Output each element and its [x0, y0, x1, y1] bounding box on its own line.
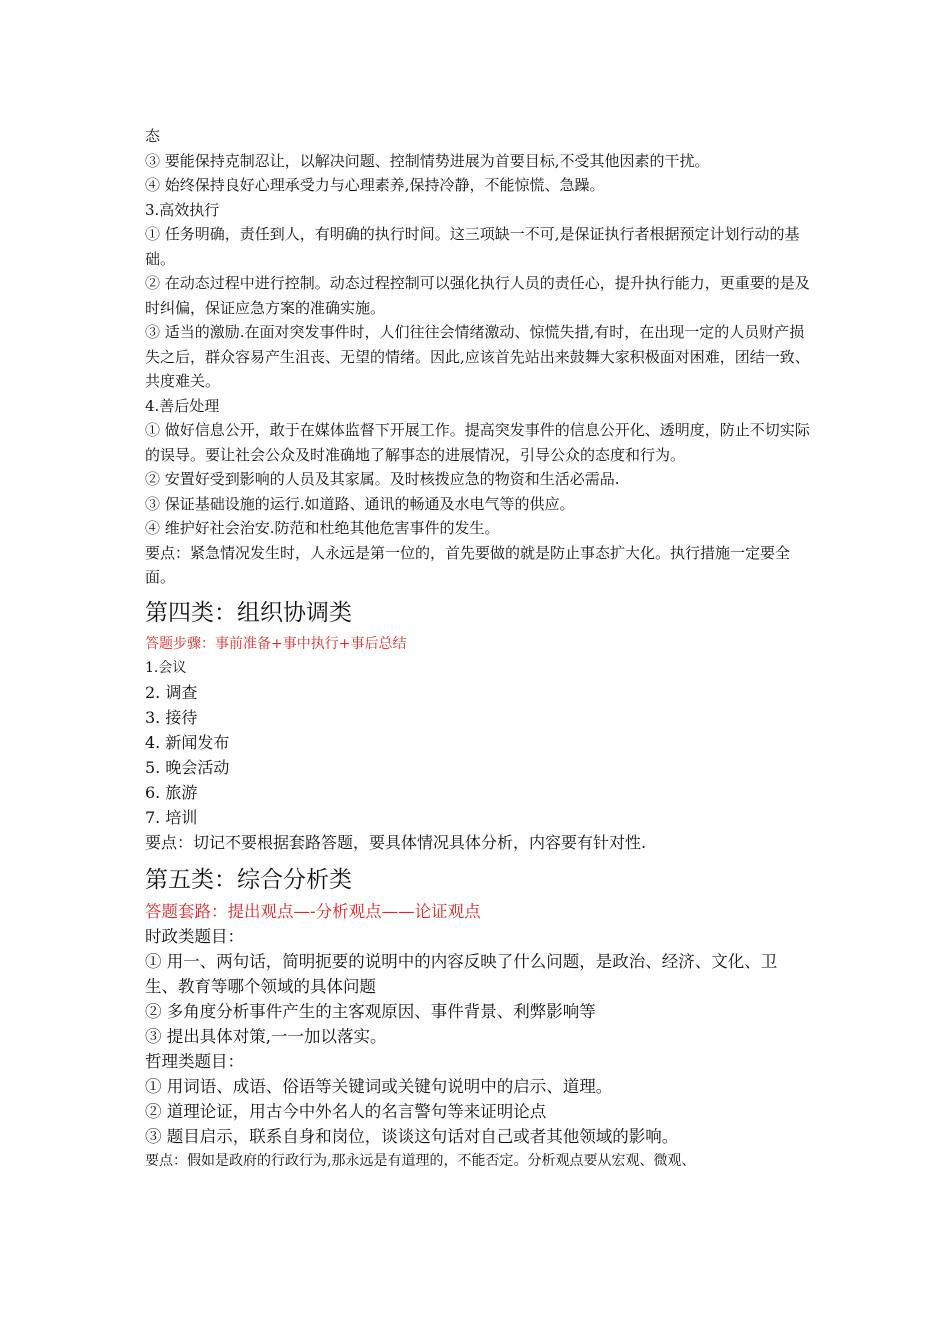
- subsection-title: 哲理类题目：: [145, 1051, 244, 1071]
- section-heading: 第五类：综合分析类: [145, 866, 352, 893]
- list-item: ③ 适当的激励.在面对突发事件时，人们往往会情绪激动、惊慌失措,有时，在出现一定的人员财产损失之后，群众容易产生沮丧、无望的情绪。因此,应该首先站出来鼓舞大家积极面对困难，团结一致、共度难关。: [145, 323, 810, 390]
- subsection-title: 3.高效执行: [145, 200, 220, 219]
- answer-routine: 答题套路：提出观点—-分析观点——论证观点: [145, 901, 481, 921]
- key-point: 要点：紧急情况发生时，人永远是第一位的，首先要做的就是防止事态扩大化。执行措施一定要全面。: [145, 543, 791, 586]
- list-item: 2. 调查: [145, 682, 198, 702]
- list-item: ② 多角度分析事件产生的主客观原因、事件背景、利弊影响等: [145, 1001, 596, 1021]
- list-item: ④ 维护好社会治安.防范和杜绝其他危害事件的发生。: [145, 519, 500, 537]
- list-item: ① 做好信息公开，敢于在媒体监督下开展工作。提高突发事件的信息公开化、透明度，防止不切实际的误导。要让社会公众及时准确地了解事态的进展情况，引导公众的态度和行为。: [145, 421, 810, 464]
- section-heading: 第四类：组织协调类: [145, 599, 352, 626]
- list-item: 5. 晚会活动: [145, 757, 230, 777]
- list-item: 1.会议: [145, 659, 187, 676]
- key-point: 要点：假如是政府的行政行为,那永远是有道理的，不能否定。分析观点要从宏观、微观、: [145, 1152, 696, 1169]
- list-item: 6. 旅游: [145, 782, 198, 802]
- list-item: ③ 提出具体对策,一一加以落实。: [145, 1026, 387, 1046]
- answer-steps: 答题步骤：事前准备+事中执行+事后总结: [145, 635, 407, 652]
- list-item: 3. 接待: [145, 707, 198, 727]
- list-item: ② 在动态过程中进行控制。动态过程控制可以强化执行人员的责任心，提升执行能力，更重要的是及时纠偏，保证应急方案的准确实施。: [145, 274, 810, 317]
- document-page: [145, 124, 810, 1173]
- text-line: ③ 要能保持克制忍让，以解决问题、控制情势进展为首要目标,不受其他因素的干扰。: [145, 151, 710, 170]
- list-item: ③ 题目启示，联系自身和岗位，谈谈这句话对自己或者其他领域的影响。: [145, 1126, 679, 1146]
- list-item: ① 任务明确，责任到人，有明确的执行时间。这三项缺一不可,是保证执行者根据预定计划行动的基础。: [145, 225, 800, 268]
- subsection-title: 时政类题目：: [145, 926, 244, 946]
- list-item: 7. 培训: [145, 807, 198, 827]
- text-line: 态: [145, 127, 161, 145]
- text-line: ④ 始终保持良好心理承受力与心理素养,保持冷静，不能惊慌、急躁。: [145, 176, 605, 194]
- list-item: 4. 新闻发布: [145, 732, 230, 752]
- list-item: ② 道理论证，用古今中外名人的名言警句等来证明论点: [145, 1101, 547, 1121]
- list-item: ① 用词语、成语、俗语等关键词或关键句说明中的启示、道理。: [145, 1076, 613, 1096]
- subsection-title: 4.善后处理: [145, 396, 220, 415]
- list-item: ② 安置好受到影响的人员及其家属。及时核拨应急的物资和生活必需品.: [145, 470, 620, 488]
- list-item: ③ 保证基础设施的运行.如道路、通讯的畅通及水电气等的供应。: [145, 494, 575, 513]
- list-item: ① 用一、两句话，简明扼要的说明中的内容反映了什么问题，是政治、经济、文化、卫生、教育等哪个领域的具体问题: [145, 951, 778, 996]
- key-point: 要点：切记不要根据套路答题，要具体情况具体分析，内容要有针对性.: [145, 832, 647, 852]
